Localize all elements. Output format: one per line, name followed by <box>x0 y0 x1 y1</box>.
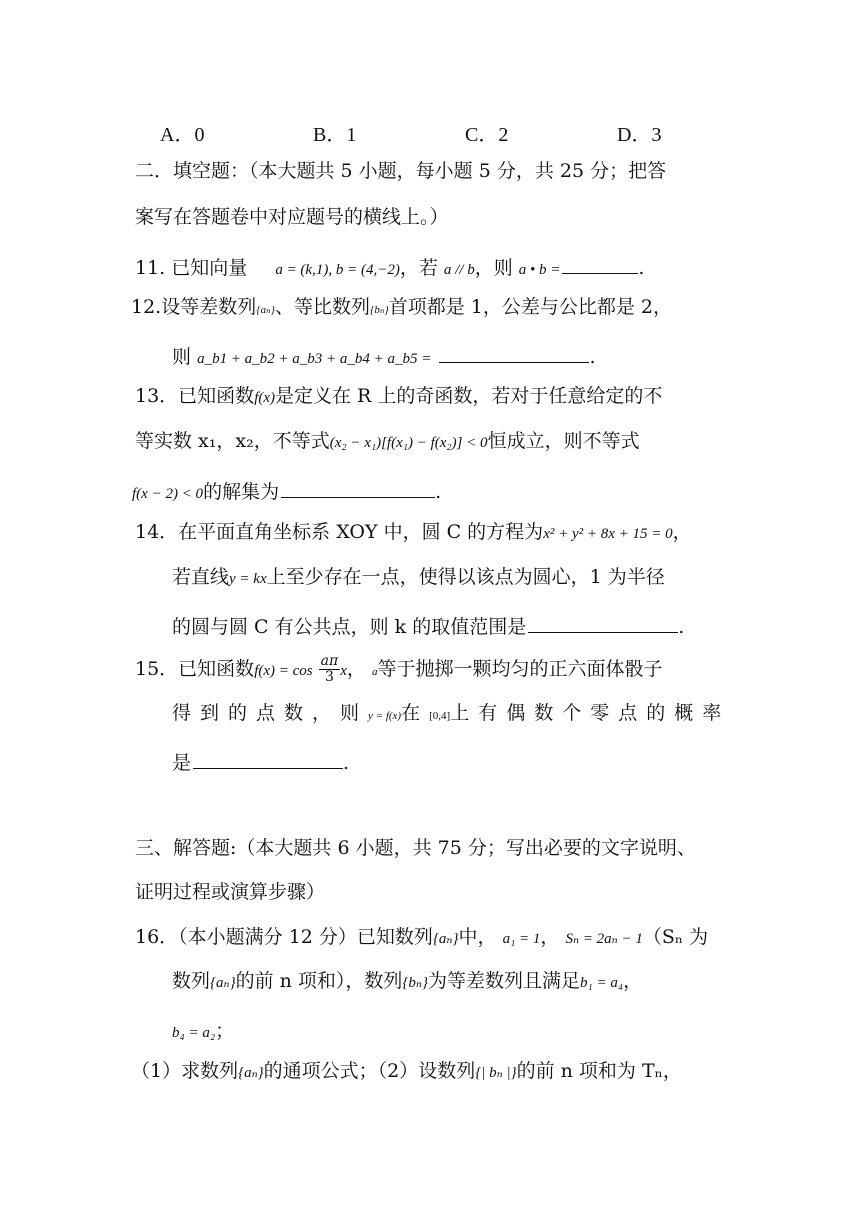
q15-line3: 是 <box>172 752 192 774</box>
question-15-line3 <box>172 749 349 773</box>
question-12-line1 <box>131 298 672 317</box>
q13-inequality: (x₂ − x₁)[f(x₁) − f(x₂)] < 0 <box>329 435 488 451</box>
question-11 <box>135 254 644 278</box>
option-b: B．1 <box>313 124 357 146</box>
q11-condition: a // b <box>443 262 475 278</box>
q15-answer-blank[interactable] <box>193 749 343 769</box>
question-16-line3 <box>172 1022 234 1041</box>
q15-frac-num: aπ <box>320 653 339 669</box>
option-a: A．0 <box>160 124 205 146</box>
q14-suffix: ， <box>672 521 692 543</box>
q16-prefix: 16．（本小题满分 12 分）已知数列 <box>135 926 433 948</box>
q14-line-equation: y = kx <box>229 571 267 587</box>
question-13-line1 <box>135 387 662 406</box>
q14-answer-blank[interactable] <box>528 613 678 633</box>
q14-circle-equation: x² + y² + 8x + 15 = 0 <box>543 526 673 542</box>
q13-line3-suffix: 的解集为 <box>203 481 280 503</box>
q11-then: ，则 <box>474 257 513 279</box>
q12-suffix: 首项都是 1，公差与公比都是 2， <box>388 296 673 318</box>
section3-heading-line1: 三、解答题:（本大题共 6 小题，共 75 分；写出必要的文字说明、 <box>135 837 696 859</box>
question-14-line3 <box>172 613 684 637</box>
q11-answer-blank[interactable] <box>562 254 638 274</box>
section3-heading-line2: 证明过程或演算步骤） <box>135 881 326 903</box>
option-c: C．2 <box>465 124 509 146</box>
q13-condition: f(x − 2) < 0 <box>132 486 204 502</box>
option-d: D．3 <box>617 124 662 146</box>
q15-a-var: a <box>371 665 378 678</box>
q15-interval: [0,4] <box>429 710 451 722</box>
question-15-line2 <box>172 704 730 723</box>
question-16-line1 <box>135 928 708 947</box>
q16-line2-prefix: 数列 <box>172 970 211 992</box>
q16-sn: Sₙ = 2aₙ − 1 <box>565 931 643 947</box>
q16-a1: a₁ = 1 <box>502 931 541 947</box>
q16-seq-a: {aₙ} <box>432 931 459 947</box>
q13-prefix: 13．已知函数 <box>135 385 255 407</box>
section2-heading-line2: 案写在答题卷中对应题号的横线上。） <box>135 206 449 228</box>
question-12-line2 <box>172 343 596 367</box>
q16-line3-end: ； <box>215 1020 235 1042</box>
q12-prefix: 12.设等差数列 <box>131 296 257 318</box>
q15-func-lhs: f(x) = cos <box>254 662 313 679</box>
q14-prefix: 14．在平面直角坐标系 XOY 中，圆 C 的方程为 <box>135 521 544 543</box>
q15-func-rhs: x <box>340 662 347 679</box>
q13-line2-prefix: 等实数 x₁，x₂，不等式 <box>135 430 330 452</box>
q14-line2-prefix: 若直线 <box>172 566 230 588</box>
question-16-line2 <box>172 972 642 991</box>
q15-line2-c: 上有偶数个零点的概率 <box>450 702 731 724</box>
q14-line3: 的圆与圆 C 有公共点，则 k 的取值范围是 <box>172 616 527 638</box>
q11-mid: ，若 <box>399 257 438 279</box>
q15-frac-den: 3 <box>324 669 334 686</box>
section2-heading-line1: 二．填空题：（本大题共 5 小题，每小题 5 分，共 25 分；把答 <box>135 160 667 182</box>
question-13-line3 <box>132 478 441 502</box>
question-15-line1 <box>135 654 662 686</box>
question-14-line1 <box>135 523 692 542</box>
q12-then: 则 <box>172 346 192 368</box>
q16-line2-suffix: 为等差数列且满足 <box>428 970 581 992</box>
q11-vectors: a = (k,1), b = (4,−2) <box>275 262 400 278</box>
q12-end: . <box>589 346 596 368</box>
q15-fraction <box>319 654 341 686</box>
q16-sep: ， <box>540 926 560 948</box>
q16-b1: b₁ = a₄ <box>580 975 624 991</box>
q16-abs-b: {| bₙ |} <box>475 1065 517 1081</box>
question-16-line4 <box>131 1062 682 1081</box>
q11-dot-product: a • b = <box>518 262 561 278</box>
q14-line2-suffix: 上至少存在一点，使得以该点为圆心，1 为半径 <box>266 566 665 588</box>
q11-end: . <box>638 257 645 279</box>
q15-end: . <box>343 752 350 774</box>
q16-line4-suffix: 的前 n 项和为 Tₙ， <box>516 1060 682 1082</box>
q16-line4-prefix: （1）求数列 <box>131 1060 239 1082</box>
q16-line2-seq-a: {aₙ} <box>210 975 236 991</box>
q15-prefix: 15．已知函数 <box>135 657 255 680</box>
q12-formula: a_b1 + a_b2 + a_b3 + a_b4 + a_b5 = <box>197 351 432 367</box>
q16-mid: 中， <box>458 926 497 948</box>
question-13-line2 <box>135 432 640 451</box>
q16-seq-b: {bₙ} <box>402 975 428 991</box>
q12-answer-blank[interactable] <box>439 343 589 363</box>
q13-suffix: 是定义在 R 上的奇函数，若对于任意给定的不 <box>275 385 663 407</box>
q13-answer-blank[interactable] <box>281 478 435 498</box>
q12-mid: 、等比数列 <box>274 296 370 318</box>
q16-line4-mid: 的通项公式；（2）设数列 <box>263 1060 476 1082</box>
question-14-line2 <box>172 568 665 587</box>
q12-seq-a: {aₙ} <box>256 304 275 316</box>
q16-suffix: （Sₙ 为 <box>642 926 709 948</box>
q15-line2-formula: y = f(x) <box>368 710 402 722</box>
q13-end: . <box>435 481 442 503</box>
q16-line2-end: ， <box>623 970 643 992</box>
q11-prefix: 11. 已知向量 <box>135 257 248 279</box>
q15-suffix: 等于抛掷一颗均匀的正六面体骰子 <box>377 657 663 680</box>
q13-fx: f(x) <box>254 390 276 406</box>
q15-line2-b: 在 <box>401 702 430 724</box>
q15-line2-a: 得到的点数，则 <box>172 702 369 724</box>
q14-end: . <box>678 616 685 638</box>
q16-line4-seq-a: {aₙ} <box>238 1065 264 1081</box>
q16-b4: b₄ = a₂ <box>172 1025 216 1041</box>
q16-line2-mid: 的前 n 项和），数列 <box>235 970 403 992</box>
q12-seq-b: {bₙ} <box>370 304 389 316</box>
q15-mid: ， <box>346 657 366 680</box>
q13-line2-suffix: 恒成立，则不等式 <box>487 430 640 452</box>
